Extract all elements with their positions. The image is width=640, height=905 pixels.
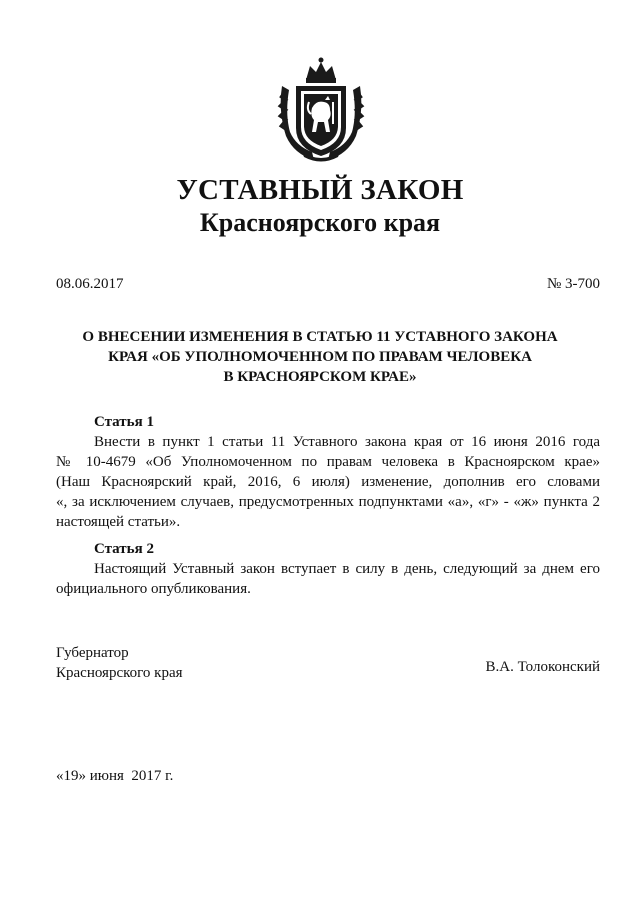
law-heading-line: О ВНЕСЕНИИ ИЗМЕНЕНИЯ В СТАТЬЮ 11 УСТАВНОГО ЗАКОНА: [82, 329, 558, 345]
document-title: УСТАВНЫЙ ЗАКОН: [176, 174, 464, 206]
article-text-line: настоящей статьи».: [56, 514, 181, 530]
coat-of-arms-icon: [276, 56, 366, 162]
document-date: 08.06.2017: [56, 276, 124, 292]
article-text-line: № 10-4679 «Об Уполномоченном по правам человека в Красноярском крае»: [56, 454, 600, 470]
signed-date: «19» июня 2017 г.: [56, 768, 174, 784]
law-heading: [60, 327, 580, 387]
article-text-line: Внести в пункт 1 статьи 11 Уставного закона края от 16 июня 2016 года: [94, 434, 600, 450]
article-1: [56, 412, 600, 532]
signatory-position-line: Губернатор: [56, 645, 129, 661]
article-title: Статья 2: [94, 541, 154, 557]
document-subtitle: Красноярского края: [199, 208, 441, 237]
document-number: № 3-700: [546, 276, 600, 292]
article-text-line: (Наш Красноярский край, 2016, 6 июля) изменение, дополнив его словами: [56, 474, 600, 490]
law-heading-line: КРАЯ «ОБ УПОЛНОМОЧЕННОМ ПО ПРАВАМ ЧЕЛОВЕКА: [108, 349, 532, 365]
law-heading-line: В КРАСНОЯРСКОМ КРАЕ»: [223, 369, 417, 385]
article-title: Статья 1: [94, 414, 154, 430]
article-text-line: Настоящий Уставный закон вступает в силу в день, следующий за днем его: [94, 561, 600, 577]
article-2: [56, 539, 600, 599]
signatory-position: [56, 643, 183, 683]
signatory-position-line: Красноярского края: [56, 665, 183, 681]
article-text-line: «, за исключением случаев, предусмотренных подпунктами «а», «г» - «ж» пункта 2: [56, 494, 600, 510]
signatory-name: В.А. Толоконский: [485, 659, 600, 675]
article-text-line: официального опубликования.: [56, 581, 251, 597]
